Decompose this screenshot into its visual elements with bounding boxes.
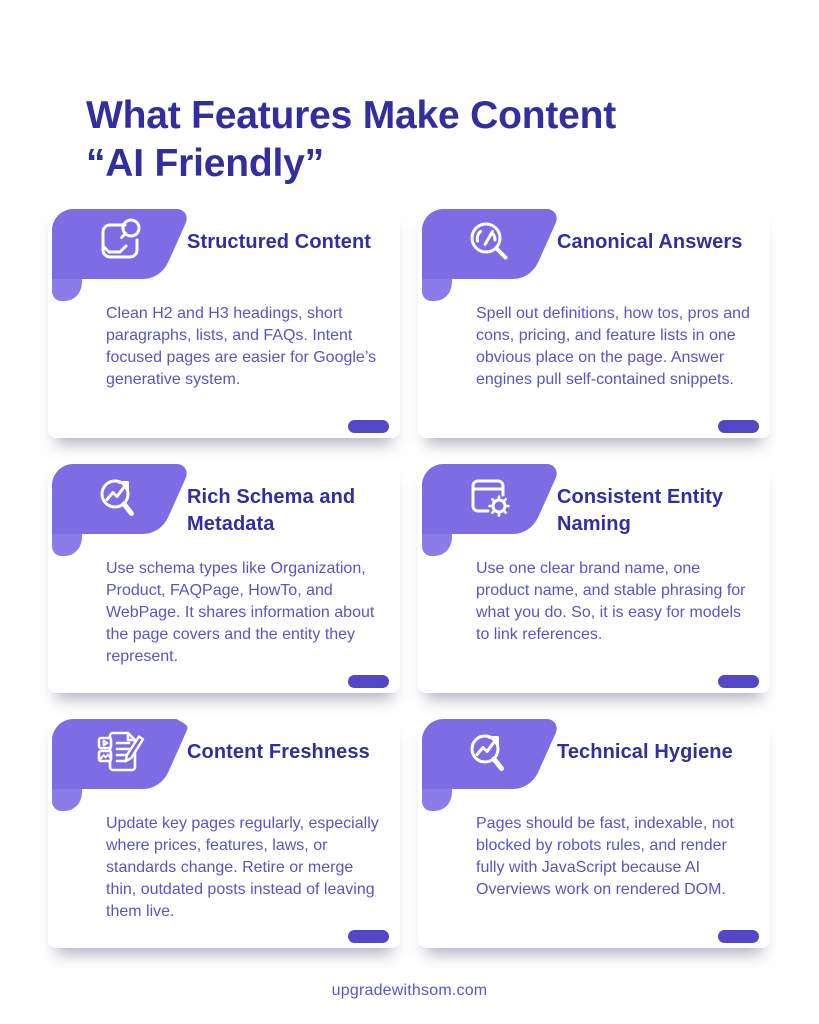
card-accent-pill [718, 675, 759, 688]
card-accent-pill [718, 930, 759, 943]
card-accent-pill [348, 675, 389, 688]
document-pencil-icon [95, 727, 147, 779]
card-badge [51, 463, 189, 556]
card-badge [421, 463, 559, 556]
card-rich-schema-metadata [48, 460, 400, 693]
page-title-line2: “AI Friendly” [86, 142, 324, 186]
page-title-line1: What Features Make Content [86, 94, 617, 138]
card-accent-pill [718, 420, 759, 433]
browser-gear-icon [465, 472, 517, 524]
card-canonical-answers [418, 205, 770, 438]
card-body: Update key pages regularly, especially where prices, features, laws, or standards change. Retire or merge thin, outdated posts instead of leaving them live. [106, 815, 379, 920]
trend-magnifier-icon [95, 472, 147, 524]
footer-website-link[interactable]: upgradewithsom.com [331, 982, 488, 999]
card-technical-hygiene [418, 715, 770, 948]
card-badge [421, 718, 559, 811]
card-title: Content Freshness [187, 741, 370, 763]
card-accent-pill [348, 930, 389, 943]
card-title: Consistent Entity Naming [557, 486, 724, 535]
card-accent-pill [348, 420, 389, 433]
card-title: Canonical Answers [557, 231, 743, 253]
card-title: Rich Schema and Metadata [187, 486, 356, 535]
card-title: Structured Content [187, 231, 372, 253]
card-consistent-entity-naming [418, 460, 770, 693]
card-body: Clean H2 and H3 headings, short paragraphs, lists, and FAQs. Intent focused pages are easier for Google’s generative system. [106, 305, 377, 388]
document-search-icon [95, 217, 147, 269]
card-structured-content [48, 205, 400, 438]
trend-magnifier-icon [465, 727, 517, 779]
card-badge [421, 208, 559, 301]
card-badge [51, 208, 189, 301]
card-content-freshness [48, 715, 400, 948]
card-badge [51, 718, 189, 811]
page-title [86, 92, 746, 188]
card-body: Use one clear brand name, one product name, and stable phrasing for what you do. So, it is easy for models to link references. [476, 560, 746, 643]
gauge-magnifier-icon [465, 217, 517, 269]
card-body: Pages should be fast, indexable, not blocked by robots rules, and render fully with JavaScript because AI Overviews work on rendered DOM. [476, 815, 734, 898]
card-title: Technical Hygiene [557, 741, 733, 763]
card-body: Use schema types like Organization, Product, FAQPage, HowTo, and WebPage. It shares information about the page covers and the entity they represent. [106, 560, 375, 665]
card-body: Spell out definitions, how tos, pros and cons, pricing, and feature lists in one obvious place on the page. Answer engines pull self-contained snippets. [476, 305, 750, 388]
